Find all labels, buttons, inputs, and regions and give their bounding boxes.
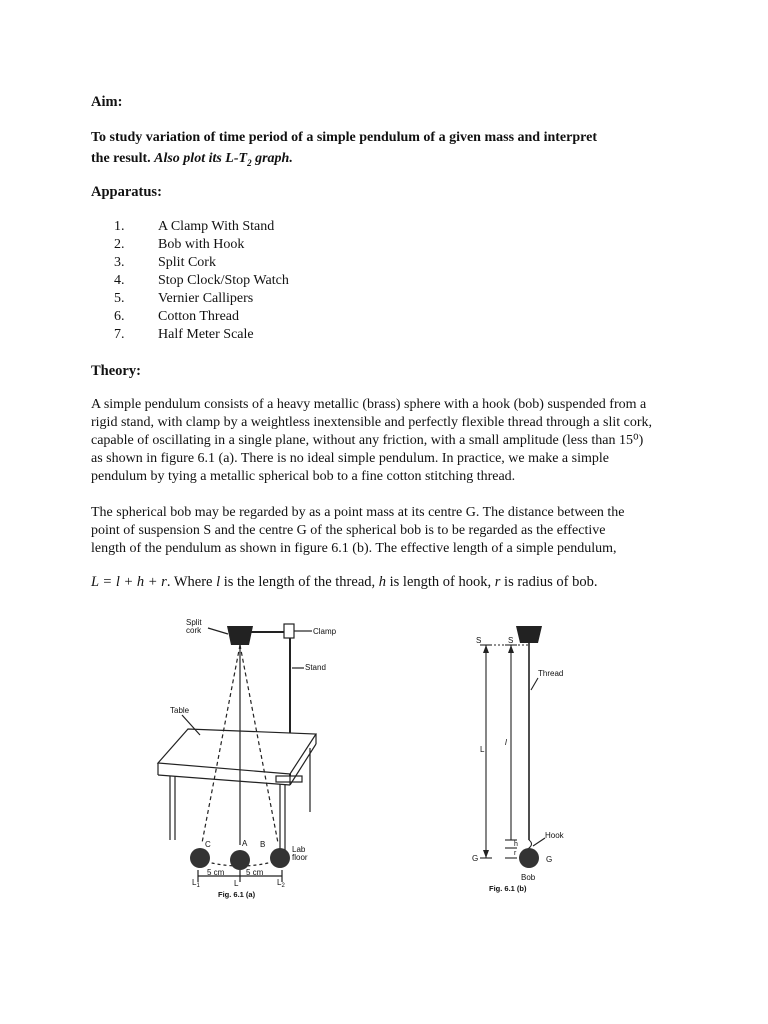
label-a: A [242,839,248,848]
label-r: r [514,850,517,857]
bob-icon [519,848,539,868]
split-cork-icon [227,626,253,645]
label-table: Table [170,706,190,715]
list-item: 3. Split Cork [114,255,216,270]
label-b: B [260,840,266,849]
list-item: 2. Bob with Hook [114,237,245,252]
label-big-l: L [480,745,485,754]
aim-heading: Aim: [91,94,123,110]
label-thread: Thread [538,669,564,678]
label-l1: $L_1$ [192,878,200,889]
split-cork-icon [516,626,542,643]
label-l: L [234,879,239,888]
effective-length-formula: L = l + h + r. Where l is the length of the thread, h is length of hook, r is radius of bob. [91,574,598,590]
aim-text-line-1: To study variation of time period of a simple pendulum of a given mass and interpret [91,130,597,145]
figure-a-caption: Fig. 6.1 (a) [218,890,256,899]
list-item: 7. Half Meter Scale [114,327,254,342]
figure-6-1-b [462,612,582,897]
label-c: C [205,840,211,849]
label-floor: floor [292,853,308,862]
figure-6-1-a [150,612,337,902]
label-h: h [514,841,518,848]
label-5cm-right: 5 cm [246,868,264,877]
label-stand: Stand [305,663,326,672]
label-clamp: Clamp [313,627,337,636]
bob-c-icon [190,848,210,868]
label-bob: Bob [521,873,536,882]
label-s-left: S [476,636,482,645]
aim-text-line-2: the result. Also plot its $L-T_2$ graph. [91,151,293,168]
theory-heading: Theory: [91,363,141,379]
bob-b-icon [270,848,290,868]
figure-b-caption: Fig. 6.1 (b) [489,884,527,893]
theory-paragraph-2: The spherical bob may be regarded by as a point mass at its centre G. The distance between the point of suspension S and the centre G of the spherical bob is to be regarded as the effective length of the pendulum as shown in figure 6.1 (b). The effective length of a simple pendulum, [91,505,625,556]
label-g-left: G [472,854,479,863]
label-lab: Lab [292,845,306,854]
list-item: 4. Stop Clock/Stop Watch [114,273,289,288]
list-item: 6. Cotton Thread [114,309,240,324]
label-l2: $L_2$ [277,878,285,889]
label-g-right: G [546,855,553,864]
apparatus-list [114,218,289,344]
apparatus-heading: Apparatus: [91,184,162,200]
list-item: 5. Vernier Callipers [114,291,254,306]
label-split: Split [186,618,202,627]
label-hook: Hook [545,831,564,840]
theory-paragraph-1: A simple pendulum consists of a heavy metallic (brass) sphere with a hook (bob) suspended from a rigid stand, with clamp by a weightless inextensible and perfectly flexible thread through a slit cork, capable of oscillating in a single plane, without any friction, with a small amplitude (less than 15⁰) as shown in figure 6.1 (a). There is no ideal simple pendulum. In practice, we make a simple pendulum by tying a metallic spherical bob to a fine cotton stitching thread. [91,397,653,484]
label-s-right: S [508,636,514,645]
bob-a-icon [230,850,250,870]
label-5cm-left: 5 cm [207,868,225,877]
list-item: 1. A Clamp With Stand [114,219,275,234]
label-small-l: l [505,738,507,747]
label-cork: cork [186,626,202,635]
